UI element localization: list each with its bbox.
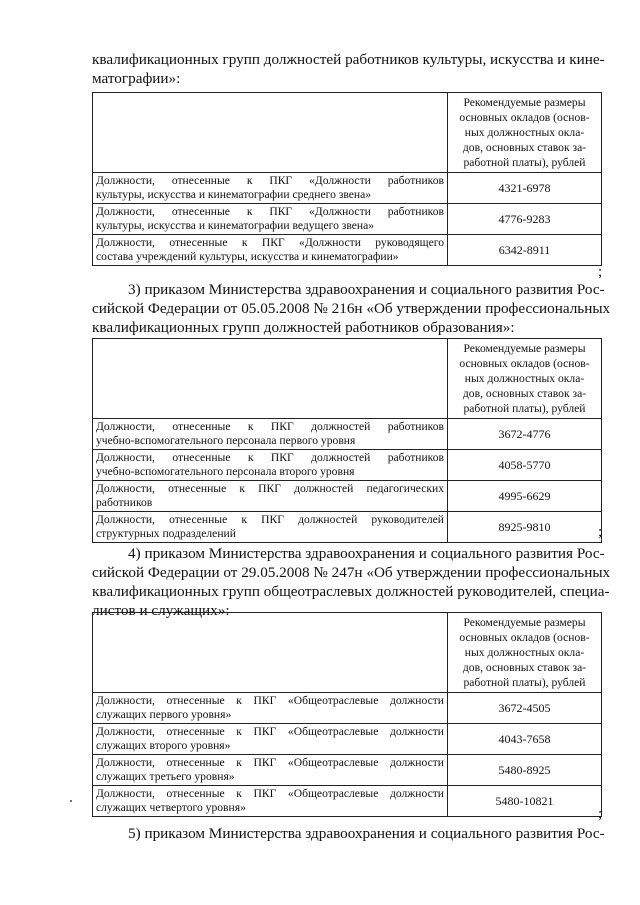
salary-range-cell: 5480-10821: [448, 786, 602, 817]
position-group-cell: [93, 235, 448, 266]
header-line: дов, основных ставок за-: [462, 387, 587, 400]
header-line: ных должностных окла-: [464, 646, 585, 659]
salary-range-cell: 3672-4776: [448, 419, 602, 450]
table-row: [93, 512, 602, 543]
semicolon: ;: [598, 806, 603, 822]
position-group-line: служащих первого уровня»: [96, 708, 232, 721]
table-row: [93, 173, 602, 204]
intro-paragraph: [92, 50, 604, 88]
order-5-paragraph: [92, 824, 604, 843]
header-line: ных должностных окла-: [464, 372, 585, 385]
position-group-line: Должности, отнесенные к ПКГ должностей работников: [96, 420, 444, 433]
position-group-line: работников: [96, 496, 153, 509]
para3-line-2: сийской Федерации от 05.05.2008 № 216н «Об утверждении профессиональных: [92, 300, 611, 317]
header-line: основных окладов (основ-: [459, 631, 590, 644]
position-group-line: Должности, отнесенные к ПКГ «Общеотраслевые должности: [96, 787, 444, 800]
table-row: [93, 450, 602, 481]
para4-line-3: квалификационных групп общеотраслевых должностей руководителей, специа-: [92, 583, 610, 600]
table-header-cell: [448, 93, 602, 173]
salary-range-cell: 5480-8925: [448, 755, 602, 786]
header-line: ных должностных окла-: [464, 126, 585, 139]
position-group-line: Должности, отнесенные к ПКГ «Должности работников: [96, 205, 444, 218]
position-group-line: Должности, отнесенные к ПКГ должностей руководителей: [96, 513, 444, 526]
header-line: дов, основных ставок за-: [462, 141, 587, 154]
salary-range-cell: 6342-8911: [448, 235, 602, 266]
salary-range-cell: 3672-4505: [448, 693, 602, 724]
position-group-line: Должности, отнесенные к ПКГ «Общеотраслевые должности: [96, 725, 444, 738]
salary-table-culture: [92, 92, 602, 266]
position-group-line: служащих третьего уровня»: [96, 770, 235, 783]
position-group-cell: [93, 786, 448, 817]
position-group-line: служащих четвертого уровня»: [96, 801, 246, 814]
scan-speck: [70, 800, 72, 802]
salary-table-education: [92, 338, 602, 543]
position-group-line: Должности, отнесенные к ПКГ «Общеотраслевые должности: [96, 756, 444, 769]
table-header-row: [93, 93, 602, 173]
salary-range-cell: 4776-9283: [448, 204, 602, 235]
position-group-cell: [93, 481, 448, 512]
position-group-line: Должности, отнесенные к ПКГ должностей педагогических: [96, 482, 444, 495]
header-line: основных окладов (основ-: [459, 357, 590, 370]
para3-line-3: квалификационных групп должностей работников образования»:: [92, 319, 515, 336]
header-line: основных окладов (основ-: [459, 111, 590, 124]
table-header-empty-cell: [93, 339, 448, 419]
position-group-line: Должности, отнесенные к ПКГ «Должности руководящего: [96, 236, 444, 249]
position-group-line: состава учреждений культуры, искусства и кинематографии»: [96, 250, 399, 263]
position-group-cell: [93, 204, 448, 235]
semicolon: ;: [598, 264, 603, 280]
header-line: Рекомендуемые размеры: [463, 616, 586, 629]
table-header-cell: [448, 613, 602, 693]
table-row: [93, 724, 602, 755]
table-header-row: [93, 339, 602, 419]
order-247n-paragraph: [92, 544, 611, 620]
position-group-cell: [93, 419, 448, 450]
table-header-row: [93, 613, 602, 693]
header-line: дов, основных ставок за-: [462, 661, 587, 674]
position-group-cell: [93, 693, 448, 724]
salary-table-general: [92, 612, 602, 817]
order-216n-paragraph: [92, 280, 611, 337]
salary-range-cell: 4995-6629: [448, 481, 602, 512]
position-group-line: структурных подразделений: [96, 527, 236, 540]
header-line: работной платы), рублей: [463, 156, 586, 169]
header-line: работной платы), рублей: [463, 402, 586, 415]
header-line: Рекомендуемые размеры: [463, 342, 586, 355]
para4-line-4: листов и служащих»:: [92, 602, 230, 619]
table-row: [93, 755, 602, 786]
salary-range-cell: 4043-7658: [448, 724, 602, 755]
salary-range-cell: 8925-9810: [448, 512, 602, 543]
para4-line-1: 4) приказом Министерства здравоохранения и социального развития Рос-: [128, 545, 605, 562]
header-line: работной платы), рублей: [463, 676, 586, 689]
table-row: [93, 235, 602, 266]
position-group-cell: [93, 512, 448, 543]
position-group-line: культуры, искусства и кинематографии среднего звена»: [96, 188, 372, 201]
table-row: [93, 786, 602, 817]
table-row: [93, 693, 602, 724]
table-row: [93, 419, 602, 450]
intro-line-2: матографии»:: [92, 70, 181, 87]
position-group-cell: [93, 724, 448, 755]
position-group-line: учебно-вспомогательного персонала первого уровня: [96, 434, 356, 447]
table-header-empty-cell: [93, 93, 448, 173]
position-group-cell: [93, 450, 448, 481]
table-header-empty-cell: [93, 613, 448, 693]
salary-range-cell: 4321-6978: [448, 173, 602, 204]
position-group-cell: [93, 755, 448, 786]
semicolon: ;: [598, 524, 603, 540]
para5-line-1: 5) приказом Министерства здравоохранения и социального развития Рос-: [128, 825, 605, 842]
salary-range-cell: 4058-5770: [448, 450, 602, 481]
header-line: Рекомендуемые размеры: [463, 96, 586, 109]
intro-line-1: квалификационных групп должностей работников культуры, искусства и кине-: [92, 51, 605, 68]
position-group-line: учебно-вспомогательного персонала второго уровня: [96, 465, 355, 478]
position-group-line: Должности, отнесенные к ПКГ должностей работников: [96, 451, 444, 464]
position-group-cell: [93, 173, 448, 204]
position-group-line: культуры, искусства и кинематографии ведущего звена»: [96, 219, 375, 232]
para4-line-2: сийской Федерации от 29.05.2008 № 247н «Об утверждении профессиональных: [92, 564, 611, 581]
table-row: [93, 481, 602, 512]
position-group-line: Должности, отнесенные к ПКГ «Должности работников: [96, 174, 444, 187]
position-group-line: Должности, отнесенные к ПКГ «Общеотраслевые должности: [96, 694, 444, 707]
position-group-line: служащих второго уровня»: [96, 739, 231, 752]
table-header-cell: [448, 339, 602, 419]
para3-line-1: 3) приказом Министерства здравоохранения и социального развития Рос-: [128, 281, 605, 298]
table-row: [93, 204, 602, 235]
